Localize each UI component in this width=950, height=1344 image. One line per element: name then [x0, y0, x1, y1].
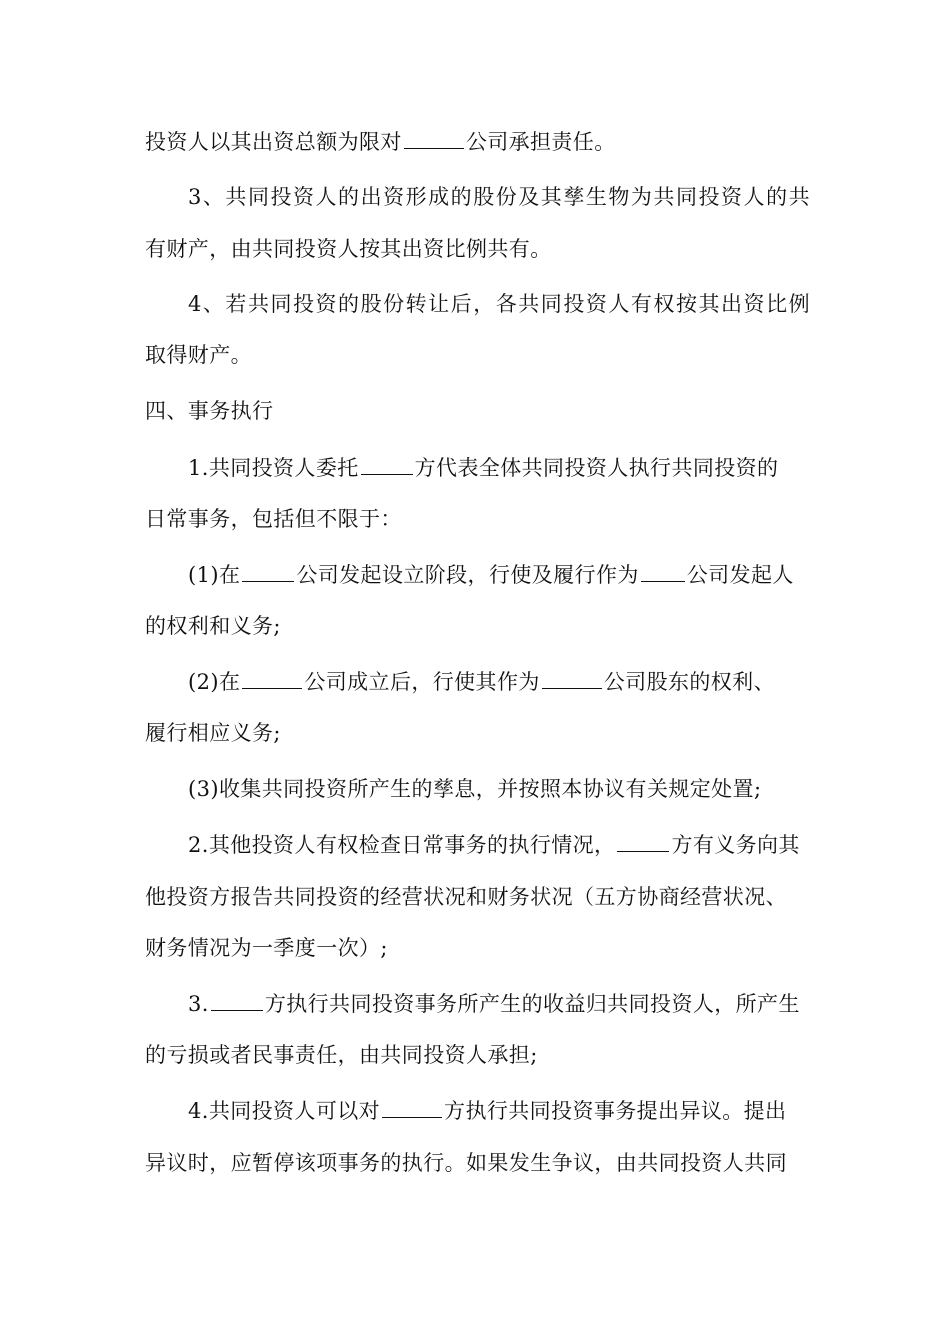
text-fragment: 公司承担责任。: [465, 130, 616, 154]
fill-in-blank: [242, 561, 294, 582]
text-fragment: 3.: [188, 992, 209, 1016]
text-fragment: 方有义务向其: [671, 833, 800, 857]
section-heading: [145, 396, 810, 426]
fill-in-blank: [404, 128, 464, 149]
text-line: [145, 234, 810, 264]
text-line: [188, 1096, 810, 1126]
fill-in-blank: [617, 831, 669, 852]
text-fragment: (3)收集共同投资所产生的孳息，并按照本协议有关规定处置;: [188, 777, 762, 801]
text-fragment: 异议时，应暂停该项事务的执行。如果发生争议，由共同投资人共同: [145, 1151, 787, 1175]
text-fragment: 财务情况为一季度一次）;: [145, 936, 388, 960]
text-fragment: 方代表全体共同投资人执行共同投资的: [414, 456, 779, 480]
text-fragment: 公司股东的权利、: [603, 670, 775, 694]
text-line: [188, 774, 810, 804]
text-fragment: 公司发起设立阶段，行使及履行作为: [296, 563, 639, 587]
text-line: [145, 611, 810, 641]
text-line: [145, 340, 810, 370]
text-line: [188, 667, 810, 697]
text-fragment: 的亏损或者民事责任，由共同投资人承担;: [145, 1043, 538, 1067]
text-fragment: 四、事务执行: [145, 399, 274, 423]
text-fragment: 投资人以其出资总额为限对: [145, 130, 402, 154]
text-fragment: 方执行共同投资事务所产生的收益归共同投资人，所产生: [264, 992, 800, 1016]
text-line: [145, 127, 810, 157]
text-fragment: 4、若共同投资的股份转让后，各共同投资人有权按其出资比例: [188, 292, 810, 316]
fill-in-blank: [382, 1097, 442, 1118]
text-fragment: 4.共同投资人可以对: [188, 1099, 381, 1123]
text-line: [188, 453, 810, 483]
text-fragment: 1.共同投资人委托: [188, 456, 359, 480]
fill-in-blank: [542, 668, 602, 689]
text-fragment: (1)在: [188, 563, 241, 587]
text-fragment: (2)在: [188, 670, 241, 694]
fill-in-blank: [211, 990, 263, 1011]
fill-in-blank: [242, 668, 302, 689]
text-fragment: 取得财产。: [145, 343, 252, 367]
text-line: [145, 1148, 810, 1178]
text-line: [145, 933, 810, 963]
text-line: [188, 830, 810, 860]
text-line: [145, 1040, 810, 1070]
text-fragment: 公司成立后，行使其作为: [304, 670, 540, 694]
text-line: [145, 882, 810, 912]
text-fragment: 2.其他投资人有权检查日常事务的执行情况，: [188, 833, 616, 857]
text-fragment: 日常事务，包括但不限于：: [145, 507, 402, 531]
text-fragment: 公司发起人: [686, 563, 794, 587]
text-fragment: 的权利和义务;: [145, 614, 281, 638]
text-line: [188, 560, 810, 590]
text-fragment: 履行相应义务;: [145, 721, 281, 745]
text-fragment: 3、共同投资人的出资形成的股份及其孳生物为共同投资人的共: [188, 185, 810, 209]
text-fragment: 方执行共同投资事务提出异议。提出: [444, 1099, 787, 1123]
text-fragment: 有财产，由共同投资人按其出资比例共有。: [145, 237, 552, 261]
text-line: [188, 182, 810, 212]
fill-in-blank: [641, 561, 685, 582]
text-line: [188, 289, 810, 319]
text-line: [145, 718, 810, 748]
text-line: [145, 504, 810, 534]
fill-in-blank: [361, 454, 413, 475]
text-line: [188, 989, 810, 1019]
text-fragment: 他投资方报告共同投资的经营状况和财务状况（五方协商经营状况、: [145, 885, 787, 909]
